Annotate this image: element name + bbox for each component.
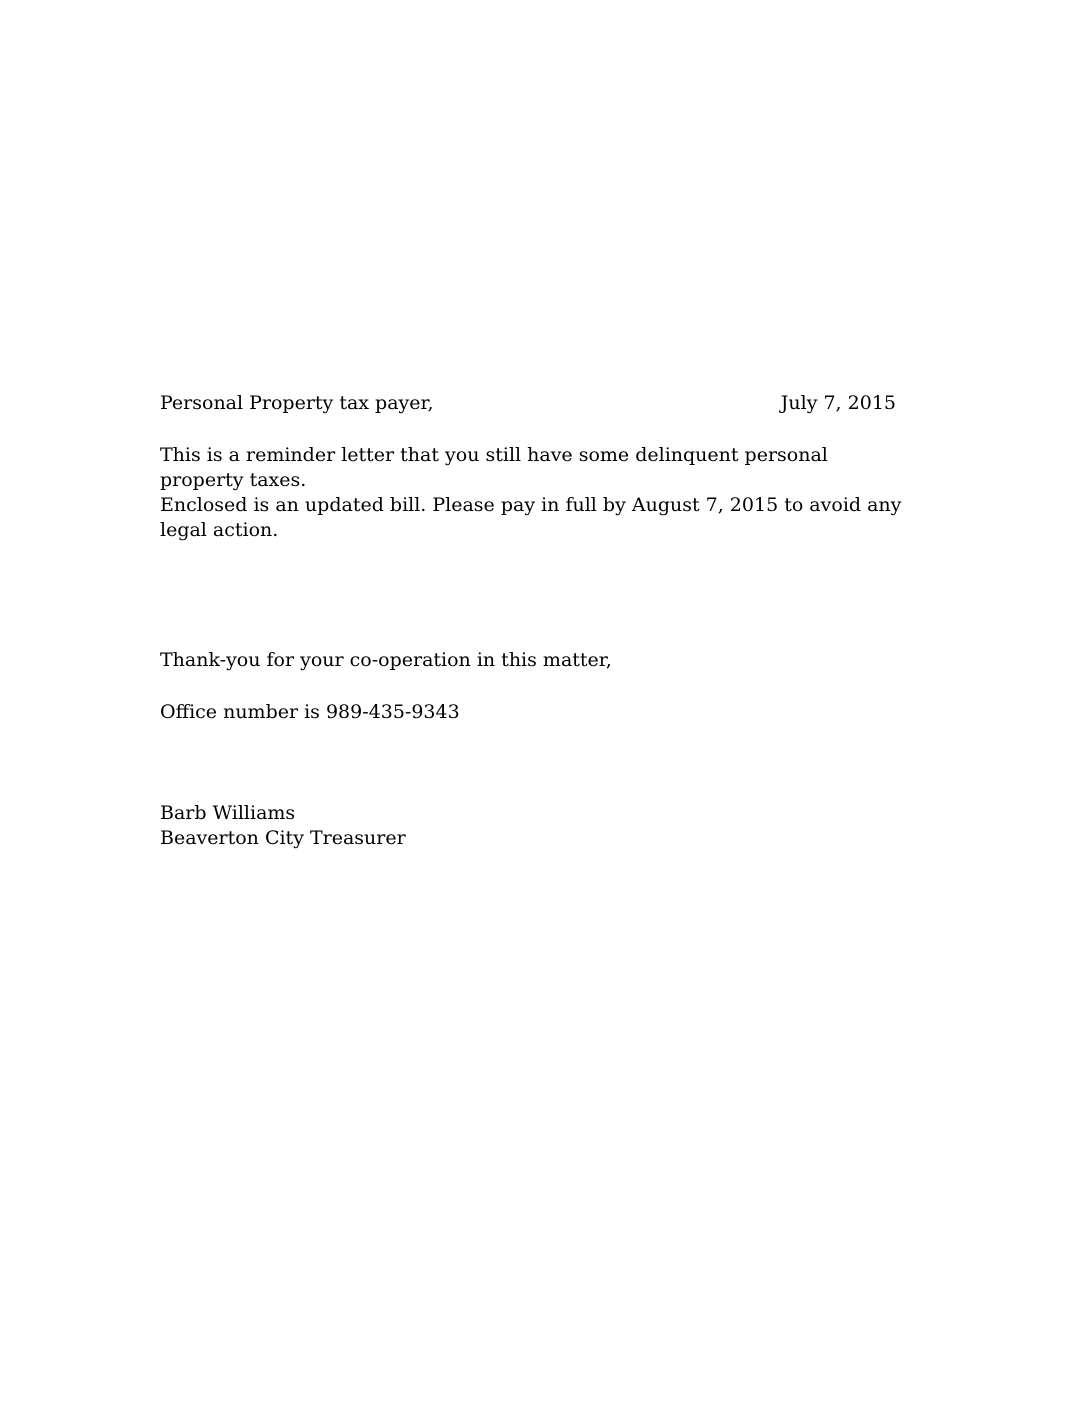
letter-date: July 7, 2015 xyxy=(780,392,896,414)
body-line-2: property taxes. xyxy=(160,469,307,491)
body-line-3: Enclosed is an updated bill. Please pay in full by August 7, 2015 to avoid any xyxy=(160,494,902,516)
closing-line: Thank-you for your co-operation in this matter, xyxy=(160,649,612,671)
body-line-4: legal action. xyxy=(160,519,279,541)
salutation: Personal Property tax payer, xyxy=(160,392,434,414)
signer-title: Beaverton City Treasurer xyxy=(160,827,406,849)
body-line-1: This is a reminder letter that you still have some delinquent personal xyxy=(160,444,828,466)
signer-name: Barb Williams xyxy=(160,802,296,824)
office-number: Office number is 989-435-9343 xyxy=(160,701,460,723)
